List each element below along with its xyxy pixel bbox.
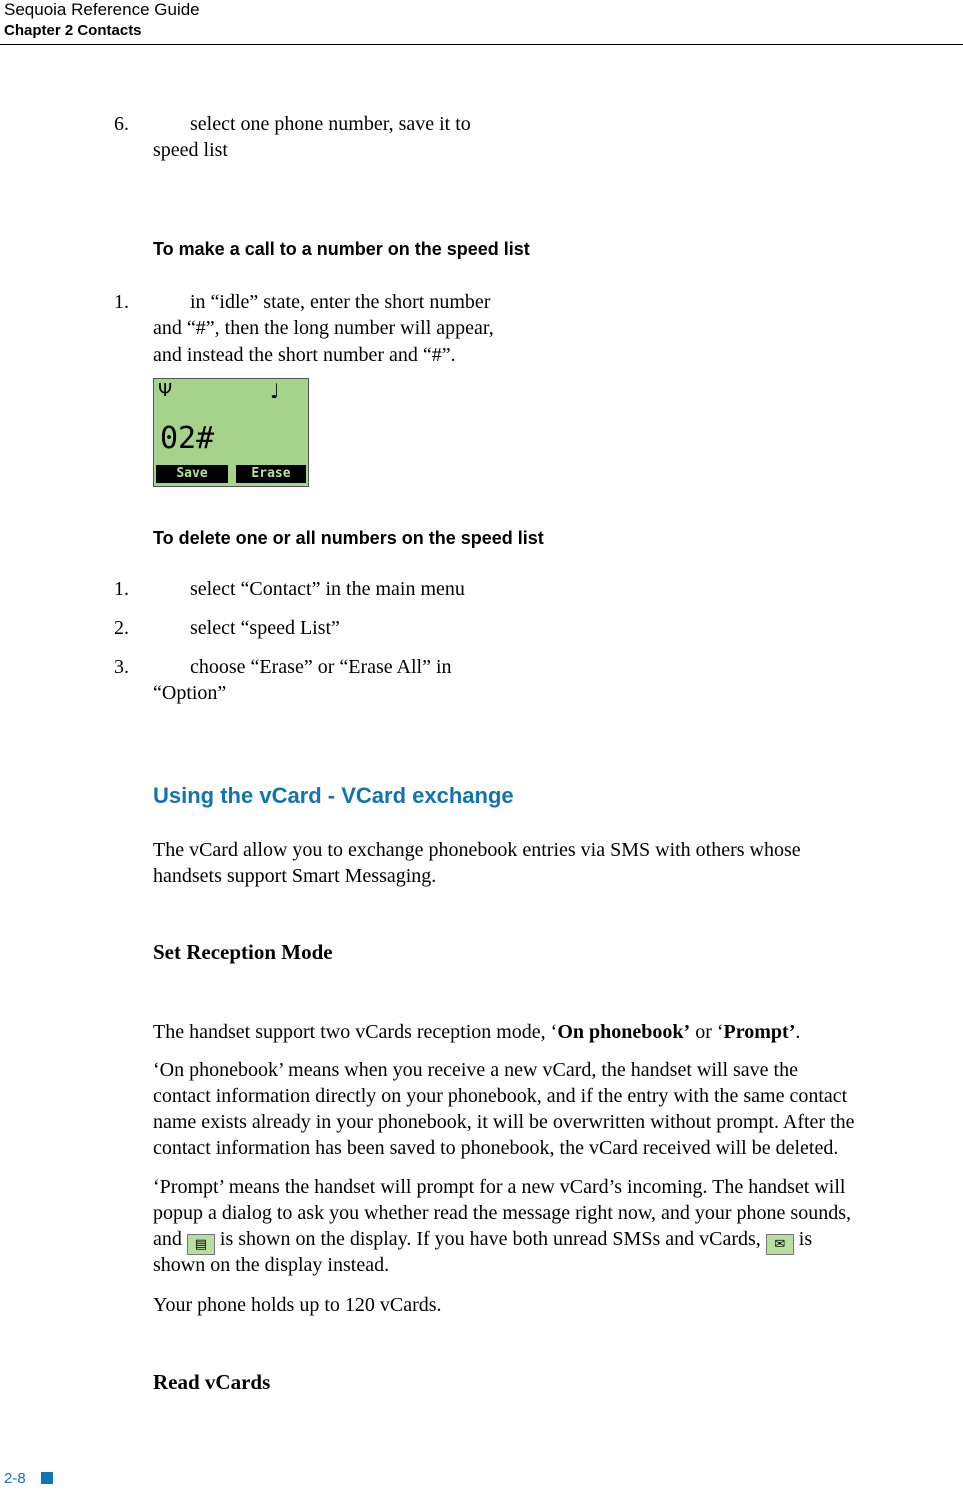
softkey-save: Save xyxy=(156,465,228,483)
step-text: in “idle” state, enter the short number xyxy=(190,291,491,313)
subheading-reception-mode: Set Reception Mode xyxy=(153,940,333,964)
paragraph-line: popup a dialog to ask you whether read the message right now, and your phone sounds, xyxy=(153,1202,851,1224)
paragraph-line: contact information has been saved to phonebook, the vCard received will be deleted. xyxy=(153,1137,839,1159)
step-text-continued: and “#”, then the long number will appear, xyxy=(153,317,494,339)
section-heading-vcard: Using the vCard - VCard exchange xyxy=(153,783,514,808)
antenna-icon: Ψ xyxy=(158,380,173,401)
text-run: or ‘ xyxy=(690,1021,724,1043)
step-number: 1. xyxy=(114,291,129,313)
paragraph-line xyxy=(153,1019,800,1045)
phone-screen-digits: 02# xyxy=(160,421,215,456)
step-text-continued: and instead the short number and “#”. xyxy=(153,344,456,366)
section-heading-delete: To delete one or all numbers on the speed list xyxy=(153,528,544,548)
section-heading-call: To make a call to a number on the speed list xyxy=(153,239,530,259)
text-run: is shown on the display. If you have both unread SMSs and vCards, xyxy=(214,1228,761,1250)
step-number: 6. xyxy=(114,113,129,135)
bold-term-prompt: Prompt’ xyxy=(723,1021,796,1043)
text-run: and xyxy=(153,1228,182,1250)
paragraph-line: Your phone holds up to 120 vCards. xyxy=(153,1294,442,1316)
paragraph-line: The vCard allow you to exchange phonebook entries via SMS with others whose xyxy=(153,839,801,861)
music-note-icon: ♩ xyxy=(270,379,280,403)
step-text: select “speed List” xyxy=(190,617,340,639)
paragraph-line: handsets support Smart Messaging. xyxy=(153,865,437,887)
page-number: 2-8 xyxy=(4,1470,26,1487)
vcard-icon: ▤ xyxy=(187,1234,215,1255)
phone-screen-illustration xyxy=(153,378,309,487)
softkey-erase: Erase xyxy=(236,465,306,483)
text-run: The handset support two vCards reception mode, ‘ xyxy=(153,1021,558,1043)
subheading-read-vcards: Read vCards xyxy=(153,1370,271,1394)
paragraph-line xyxy=(153,1226,812,1255)
text-run: . xyxy=(795,1021,801,1043)
step-text: select one phone number, save it to xyxy=(190,113,471,135)
step-number: 2. xyxy=(114,617,129,639)
sms-vcard-icon: ✉ xyxy=(766,1234,794,1255)
paragraph-line: ‘On phonebook’ means when you receive a new vCard, the handset will save the xyxy=(153,1059,798,1081)
bold-term-on-phonebook: On phonebook’ xyxy=(557,1021,691,1043)
step-text-continued: speed list xyxy=(153,139,228,161)
footer-accent-square xyxy=(41,1472,53,1484)
paragraph-line: shown on the display instead. xyxy=(153,1254,390,1276)
text-run: is xyxy=(793,1228,813,1250)
paragraph-line: contact information directly on your phonebook, and if the entry with the same contact xyxy=(153,1085,848,1107)
step-text-continued: “Option” xyxy=(153,682,227,704)
step-text: select “Contact” in the main menu xyxy=(190,578,465,600)
running-header-chapter: Chapter 2 Contacts xyxy=(4,22,142,39)
header-divider xyxy=(0,44,963,45)
paragraph-line: ‘Prompt’ means the handset will prompt for a new vCard’s incoming. The handset will xyxy=(153,1176,846,1198)
running-header-title: Sequoia Reference Guide xyxy=(4,0,200,19)
step-number: 1. xyxy=(114,578,129,600)
step-text: choose “Erase” or “Erase All” in xyxy=(190,656,452,678)
step-number: 3. xyxy=(114,656,129,678)
paragraph-line: name exists already in your phonebook, it will be overwritten without prompt. After the xyxy=(153,1111,855,1133)
